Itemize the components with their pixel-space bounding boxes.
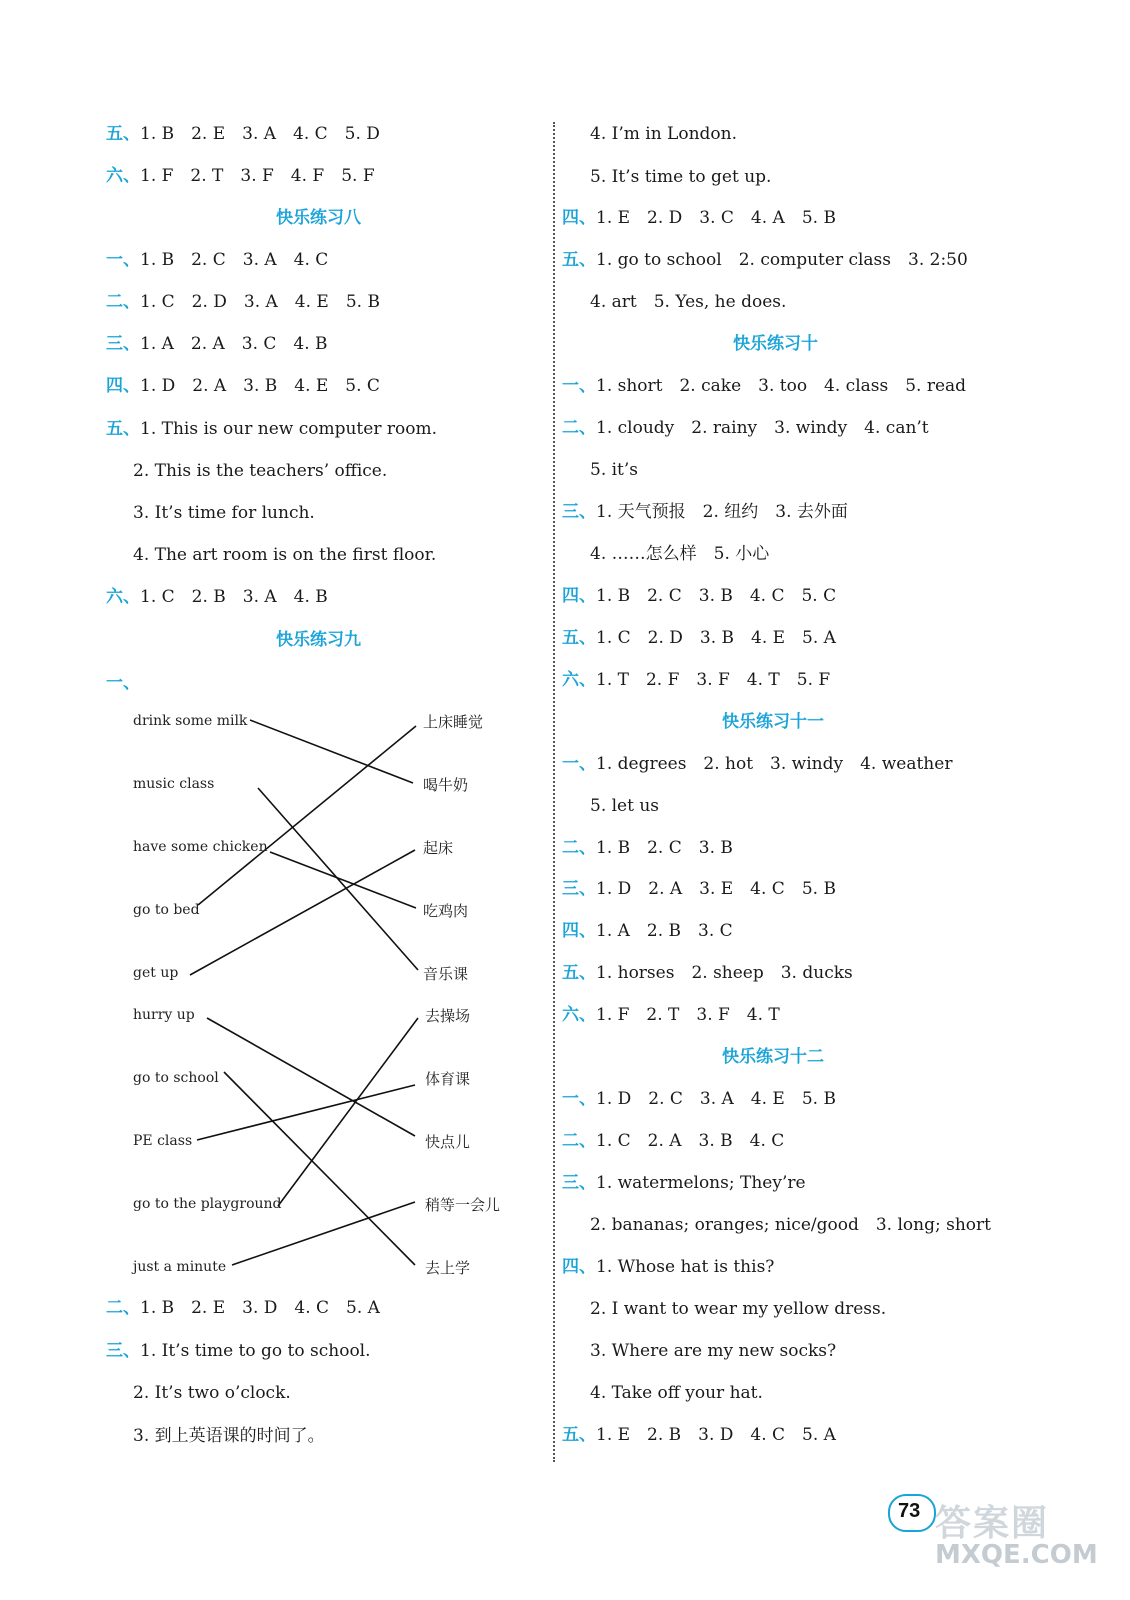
answer-text: 1. B 2. E 3. A 4. C 5. D xyxy=(140,124,380,144)
page-number: 73 xyxy=(898,1500,921,1522)
answer-text: 1. horses 2. sheep 3. ducks xyxy=(596,963,853,983)
match-left-item: go to the playground xyxy=(133,1196,282,1212)
answer-text: 1. C 2. D 3. B 4. E 5. A xyxy=(596,628,836,648)
answer-line xyxy=(562,1424,836,1446)
match-right-item: 去上学 xyxy=(425,1259,471,1277)
section-marker: 五、 xyxy=(562,628,596,648)
exercise-heading: 快乐练习十二 xyxy=(722,1047,824,1067)
answer-line xyxy=(106,1297,380,1319)
answer-line xyxy=(562,1172,806,1194)
match-right-item: 音乐课 xyxy=(423,965,469,983)
answer-line xyxy=(562,669,830,691)
match-right-item: 稍等一会儿 xyxy=(425,1196,501,1214)
answer-line xyxy=(562,1256,774,1278)
answer-line xyxy=(562,627,836,649)
section-marker: 五、 xyxy=(106,419,140,439)
match-right-item: 体育课 xyxy=(425,1070,471,1088)
section-marker: 五、 xyxy=(562,250,596,270)
section-marker: 三、 xyxy=(106,1341,140,1361)
match-line-drink-some-milk xyxy=(250,720,413,783)
answer-line xyxy=(562,1130,784,1152)
answer-line xyxy=(562,1004,780,1026)
answer-line xyxy=(562,837,733,859)
answer-text: 1. C 2. D 3. A 4. E 5. B xyxy=(140,292,380,312)
match-left-item: PE class xyxy=(133,1133,193,1149)
section-marker: 四、 xyxy=(562,586,596,606)
answer-text: 1. Whose hat is this? xyxy=(596,1257,775,1277)
answer-line: 3. 到上英语课的时间了。 xyxy=(133,1426,325,1446)
section-marker: 一、 xyxy=(562,376,596,396)
match-line-music-class xyxy=(258,788,418,970)
match-right-item: 快点儿 xyxy=(425,1133,471,1151)
section-marker: 三、 xyxy=(562,1173,596,1193)
section-marker: 四、 xyxy=(562,208,596,228)
watermark-logo xyxy=(935,1495,1049,1546)
section-marker: 五、 xyxy=(562,1425,596,1445)
match-right-item: 喝牛奶 xyxy=(423,776,469,794)
answer-line xyxy=(562,501,848,523)
answer-line xyxy=(562,417,929,439)
match-line-hurry-up xyxy=(207,1018,415,1136)
section-marker: 二、 xyxy=(106,292,140,312)
match-line-go-to-bed xyxy=(198,726,416,905)
match-left-item: get up xyxy=(133,965,179,981)
section-marker: 四、 xyxy=(562,921,596,941)
answer-text: 1. E 2. D 3. C 4. A 5. B xyxy=(596,208,836,228)
match-line-go-to-school xyxy=(224,1072,415,1265)
match-left-item: go to school xyxy=(133,1070,219,1086)
answer-text: 1. F 2. T 3. F 4. F 5. F xyxy=(140,166,375,186)
match-left-item: hurry up xyxy=(133,1007,195,1023)
answer-text: 1. degrees 2. hot 3. windy 4. weather xyxy=(596,754,953,774)
answer-line xyxy=(562,753,952,775)
exercise-heading: 快乐练习九 xyxy=(276,630,361,650)
answer-text: 1. go to school 2. computer class 3. 2:50 xyxy=(596,250,968,270)
answer-line: 2. I want to wear my yellow dress. xyxy=(590,1299,887,1319)
answer-text: 1. C 2. B 3. A 4. B xyxy=(140,587,328,607)
match-right-item: 上床睡觉 xyxy=(423,713,484,731)
answer-line: 5. let us xyxy=(590,796,660,816)
section-marker: 四、 xyxy=(106,376,140,396)
answer-line xyxy=(562,249,968,271)
section-marker: 六、 xyxy=(562,670,596,690)
section-marker: 二、 xyxy=(562,838,596,858)
watermark-url: MXQE.COM xyxy=(935,1540,1098,1570)
answer-text: 1. B 2. C 3. B xyxy=(596,838,733,858)
match-right-item: 吃鸡肉 xyxy=(423,902,469,920)
watermark-text: 答案圈 xyxy=(935,1503,1050,1544)
section-marker: 六、 xyxy=(106,166,140,186)
answer-line xyxy=(562,375,966,397)
answer-text: 1. D 2. A 3. E 4. C 5. B xyxy=(596,879,836,899)
answer-line: 4. art 5. Yes, he does. xyxy=(590,292,787,312)
section-marker: 三、 xyxy=(562,879,596,899)
section-marker: 五、 xyxy=(106,124,140,144)
answer-line xyxy=(562,878,836,900)
answer-line xyxy=(106,1340,371,1362)
section-marker: 一、 xyxy=(562,1089,596,1109)
answer-line: 2. bananas; oranges; nice/good 3. long; short xyxy=(590,1215,991,1235)
answer-text: 1. F 2. T 3. F 4. T xyxy=(596,1005,780,1025)
section-marker: 三、 xyxy=(562,502,596,522)
match-right-item: 去操场 xyxy=(425,1007,471,1025)
answer-line xyxy=(562,920,733,942)
answer-text: 1. B 2. C 3. B 4. C 5. C xyxy=(596,586,837,606)
answer-line: 5. it’s xyxy=(590,460,639,480)
answer-line: 4. I’m in London. xyxy=(590,124,737,144)
exercise-heading: 快乐练习十一 xyxy=(722,712,824,732)
answer-line: 2. This is the teachers’ office. xyxy=(133,461,388,481)
column-divider xyxy=(553,122,555,1462)
section-marker: 一、 xyxy=(106,673,140,693)
match-line-get-up xyxy=(190,850,415,975)
answer-line xyxy=(562,1088,836,1110)
answer-text: 1. B 2. E 3. D 4. C 5. A xyxy=(140,1298,380,1318)
match-right-item: 起床 xyxy=(423,839,454,857)
section-marker: 一、 xyxy=(562,754,596,774)
match-left-item: go to bed xyxy=(133,902,200,918)
answer-line: 4. ……怎么样 5. 小心 xyxy=(590,544,770,564)
answer-line: 2. It’s two o’clock. xyxy=(133,1383,291,1403)
answer-text: 1. B 2. C 3. A 4. C xyxy=(140,250,329,270)
section-marker: 一、 xyxy=(106,250,140,270)
answer-text: 1. A 2. B 3. C xyxy=(596,921,733,941)
answer-line: 3. Where are my new socks? xyxy=(590,1341,837,1361)
answer-line: 3. It’s time for lunch. xyxy=(133,503,315,523)
answer-text: 1. short 2. cake 3. too 4. class 5. read xyxy=(596,376,967,396)
answer-text: 1. E 2. B 3. D 4. C 5. A xyxy=(596,1425,836,1445)
section-marker: 二、 xyxy=(562,418,596,438)
answer-line xyxy=(562,962,853,984)
match-left-item: drink some milk xyxy=(133,713,248,729)
answer-text: 1. D 2. A 3. B 4. E 5. C xyxy=(140,376,380,396)
answer-text: 1. A 2. A 3. C 4. B xyxy=(140,334,328,354)
match-line-go-to-the-playground xyxy=(278,1018,418,1206)
section-marker: 五、 xyxy=(562,963,596,983)
section-marker: 二、 xyxy=(106,1298,140,1318)
section-marker: 六、 xyxy=(106,587,140,607)
answer-text: 1. D 2. C 3. A 4. E 5. B xyxy=(596,1089,836,1109)
answer-text: 1. cloudy 2. rainy 3. windy 4. can’t xyxy=(596,418,929,438)
answer-text: 1. 天气预报 2. 纽约 3. 去外面 xyxy=(596,502,848,522)
match-left-item: just a minute xyxy=(133,1259,227,1275)
match-line-have-some-chicken xyxy=(270,852,416,908)
match-left-item: have some chicken xyxy=(133,839,268,855)
exercise-heading: 快乐练习十 xyxy=(733,334,818,354)
answer-line: 4. Take off your hat. xyxy=(590,1383,763,1403)
answer-text: 1. This is our new computer room. xyxy=(140,419,437,439)
answer-line xyxy=(562,207,836,229)
answer-line: 5. It’s time to get up. xyxy=(590,167,772,187)
answer-text: 1. watermelons; They’re xyxy=(596,1173,806,1193)
answer-text: 1. It’s time to go to school. xyxy=(140,1341,371,1361)
answer-line: 4. The art room is on the first floor. xyxy=(133,545,437,565)
section-marker: 六、 xyxy=(562,1005,596,1025)
section-marker: 三、 xyxy=(106,334,140,354)
section-marker: 四、 xyxy=(562,1257,596,1277)
answer-line xyxy=(562,585,836,607)
match-left-item: music class xyxy=(133,776,215,792)
answer-text: 1. T 2. F 3. F 4. T 5. F xyxy=(596,670,831,690)
match-line-pe-class xyxy=(197,1085,415,1140)
exercise-heading: 快乐练习八 xyxy=(276,208,361,228)
section-marker: 二、 xyxy=(562,1131,596,1151)
matching-lines xyxy=(190,720,418,1265)
answer-text: 1. C 2. A 3. B 4. C xyxy=(596,1131,785,1151)
